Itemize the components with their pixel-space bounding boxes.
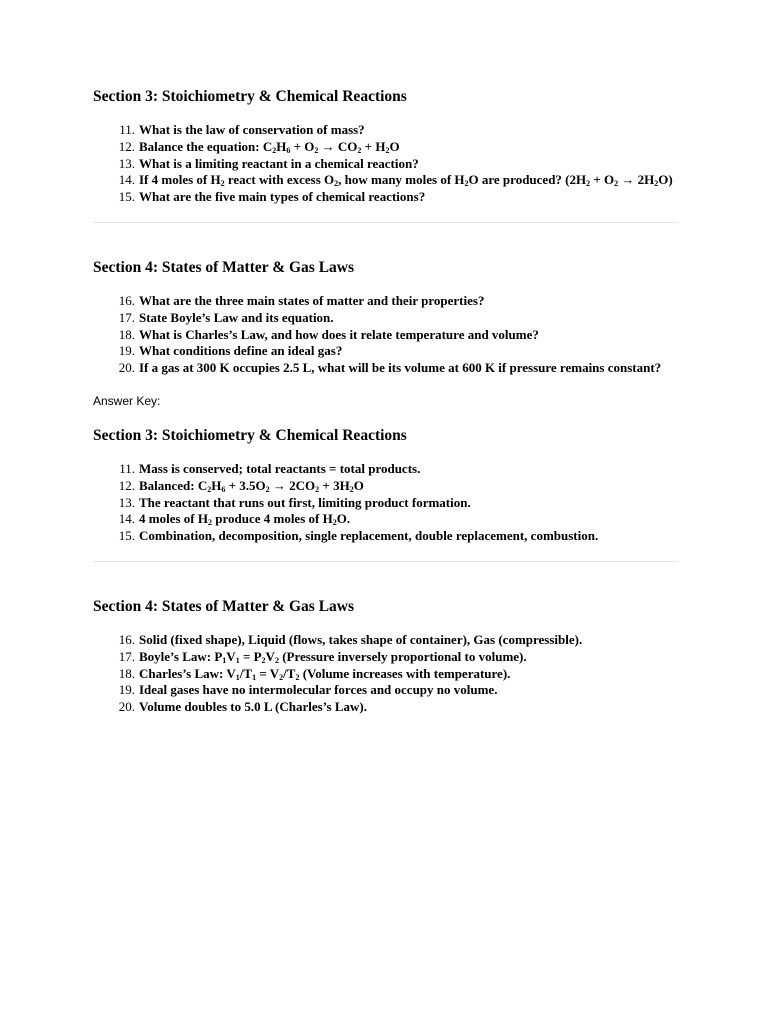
- subscript: 6: [286, 145, 291, 155]
- subscript: 2: [334, 179, 339, 189]
- list-item: [93, 699, 678, 716]
- list-item: [93, 139, 678, 156]
- list-item: [93, 172, 678, 189]
- item-number: 17.: [118, 309, 135, 325]
- subscript: 2: [357, 145, 362, 155]
- item-text: Charles’s Law: $V_1/T_1 = V_2/T_2$ (Volume increases with temperature).: [139, 665, 511, 682]
- subscript: 1: [222, 655, 227, 665]
- subscript: 2: [274, 655, 279, 665]
- subscript: 2: [261, 655, 266, 665]
- subscript: 1: [235, 655, 240, 665]
- item-text: What are the three main states of matter and their properties?: [139, 292, 485, 308]
- item-text: What is Charles’s Law, and how does it relate temperature and volume?: [139, 326, 539, 342]
- list-item: [93, 528, 678, 545]
- answer-section-4-list: [93, 632, 678, 716]
- subscript: 2: [654, 179, 659, 189]
- list-item: [93, 511, 678, 528]
- item-text: State Boyle’s Law and its equation.: [139, 309, 334, 325]
- section-4-questions: [93, 293, 678, 377]
- subscript: 1: [252, 672, 257, 682]
- list-item: [93, 310, 678, 327]
- list-item: [93, 632, 678, 649]
- item-number: 14.: [118, 511, 135, 527]
- item-text: The reactant that runs out first, limiting product formation.: [139, 494, 471, 510]
- document-content: [93, 87, 678, 716]
- item-text: Balance the equation: $C_2H_6 + O_2 \to CO_2 + H_2O$: [139, 138, 400, 155]
- list-item: [93, 156, 678, 173]
- subscript: 2: [207, 518, 212, 528]
- list-item: [93, 478, 678, 495]
- subscript: 2: [385, 145, 390, 155]
- item-text: What are the five main types of chemical reactions?: [139, 189, 426, 205]
- subscript: 2: [220, 179, 225, 189]
- item-number: 15.: [118, 528, 135, 544]
- subscript: 2: [332, 518, 337, 528]
- answer-section-3-list: [93, 461, 678, 545]
- subscript: 2: [279, 672, 284, 682]
- subscript: 2: [272, 145, 277, 155]
- answer-section-3-heading: Section 3: Stoichiometry & Chemical Reactions: [93, 426, 407, 444]
- item-number: 11.: [119, 122, 135, 137]
- item-number: 13.: [118, 155, 135, 171]
- subscript: 2: [586, 179, 591, 189]
- item-number: 13.: [118, 494, 135, 510]
- list-item: [93, 495, 678, 512]
- answer-section-4-heading: Section 4: States of Matter & Gas Laws: [93, 597, 355, 615]
- list-item: [93, 122, 678, 139]
- item-number: 16.: [118, 292, 135, 308]
- list-item: [93, 343, 678, 360]
- item-text: Mass is conserved; total reactants = total products.: [139, 460, 421, 476]
- subscript: 1: [235, 672, 240, 682]
- item-number: 16.: [118, 631, 135, 647]
- answer-key-label: Answer Key:: [93, 393, 161, 408]
- section-divider: [93, 222, 678, 223]
- subscript: 2: [464, 179, 469, 189]
- item-text: Volume doubles to 5.0 L (Charles’s Law).: [139, 699, 368, 715]
- section-4-heading: Section 4: States of Matter & Gas Laws: [93, 258, 355, 276]
- item-number: 12.: [118, 138, 135, 154]
- item-number: 20.: [118, 360, 135, 376]
- item-text: Combination, decomposition, single replacement, double replacement, combustion.: [139, 528, 599, 544]
- item-number: 15.: [118, 189, 135, 205]
- subscript: 2: [349, 484, 354, 494]
- list-item: [93, 327, 678, 344]
- item-text: What conditions define an ideal gas?: [139, 343, 343, 359]
- item-number: 11.: [119, 460, 135, 476]
- section-3-heading: Section 3: Stoichiometry & Chemical Reactions: [93, 88, 407, 105]
- list-item: [93, 189, 678, 206]
- list-item: [93, 293, 678, 310]
- subscript: 6: [221, 484, 226, 494]
- item-number: 20.: [118, 699, 135, 715]
- list-item: [93, 649, 678, 666]
- item-text: If 4 moles of $H_2$ react with excess $O_2$, how many moles of $H_2O$ are produced? $(2H_2 + O_2 \to 2H_2O)$: [139, 172, 673, 189]
- item-text: 4 moles of $H_2$ produce 4 moles of $H_2O$.: [139, 511, 351, 528]
- list-item: [93, 461, 678, 478]
- subscript: 2: [207, 484, 212, 494]
- list-item: [93, 360, 678, 377]
- list-item: [93, 666, 678, 683]
- item-number: 14.: [118, 172, 135, 188]
- item-text: If a gas at 300 K occupies 2.5 L, what will be its volume at 600 K if pressure remains constant?: [139, 360, 662, 376]
- item-text: What is the law of conservation of mass?: [139, 122, 365, 137]
- item-number: 18.: [118, 326, 135, 342]
- item-text: Ideal gases have no intermolecular forces and occupy no volume.: [139, 682, 498, 698]
- item-number: 19.: [118, 343, 135, 359]
- subscript: 2: [295, 672, 300, 682]
- section-divider: [93, 561, 678, 562]
- subscript: 2: [315, 484, 320, 494]
- item-text: Solid (fixed shape), Liquid (flows, takes shape of container), Gas (compressible).: [139, 631, 583, 647]
- subscript: 2: [265, 484, 270, 494]
- item-text: Balanced: $C_2H_6 + 3.5O_2 \to 2CO_2 + 3H_2O$: [139, 477, 364, 494]
- item-number: 12.: [118, 477, 135, 493]
- subscript: 2: [314, 145, 319, 155]
- section-3-questions: [93, 122, 678, 206]
- item-number: 19.: [118, 682, 135, 698]
- item-number: 17.: [118, 648, 135, 664]
- item-text: What is a limiting reactant in a chemical reaction?: [139, 155, 419, 171]
- list-item: [93, 682, 678, 699]
- subscript: 2: [614, 179, 619, 189]
- item-text: Boyle’s Law: $P_1V_1 = P_2V_2$ (Pressure inversely proportional to volume).: [139, 648, 527, 665]
- item-number: 18.: [118, 665, 135, 681]
